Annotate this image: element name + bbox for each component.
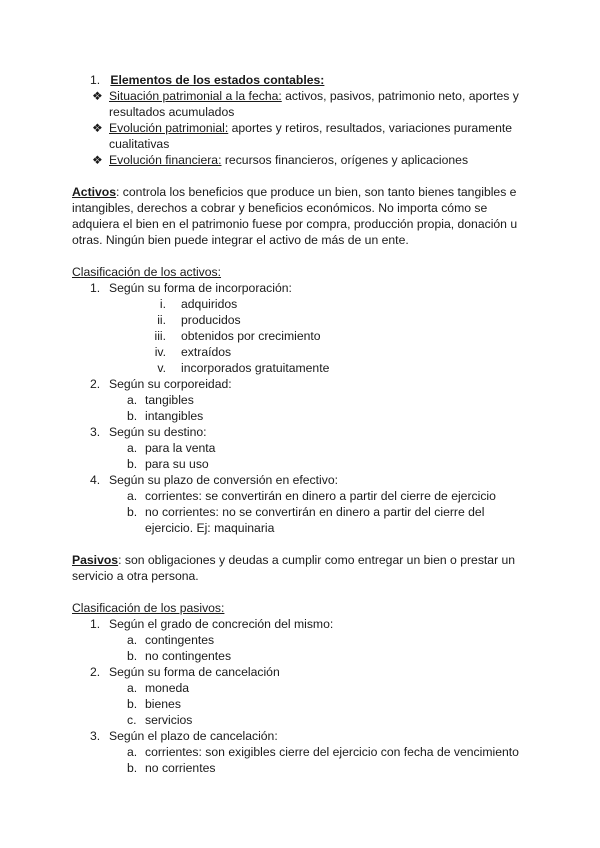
letter-marker: a. (127, 489, 138, 503)
activos-classification-title: Clasificación de los activos: (72, 265, 222, 279)
sub-item: servicios (145, 713, 193, 727)
list-item: Según su plazo de conversión en efectivo: (109, 473, 339, 487)
list-number: 1. (90, 281, 101, 295)
sub-item: no contingentes (145, 649, 232, 663)
letter-marker: b. (127, 761, 138, 775)
activos-paragraph-line (72, 184, 516, 200)
bullet-continuation: resultados acumulados (109, 105, 235, 119)
list-number: 3. (90, 425, 101, 439)
list-item: Según su destino: (109, 425, 207, 439)
letter-marker: b. (127, 457, 138, 471)
roman-marker: v. (157, 361, 166, 375)
letter-marker: b. (127, 409, 138, 423)
bullet-text: recursos financieros, orígenes y aplicaciones (221, 153, 469, 167)
roman-marker: ii. (157, 313, 166, 327)
diamond-bullet-icon: ❖ (92, 121, 103, 135)
list-item: Según el grado de concreción del mismo: (109, 617, 334, 631)
sub-item: no corrientes: no se convertirán en dinero a partir del cierre del (145, 505, 485, 519)
section-1-number: 1. (90, 73, 101, 87)
pasivos-paragraph-line (72, 552, 515, 568)
letter-marker: a. (127, 681, 138, 695)
diamond-bullet-icon: ❖ (92, 89, 103, 103)
bullet-label: Situación patrimonial a la fecha: (109, 89, 282, 103)
pasivos-paragraph-line: servicio a otra persona. (72, 569, 199, 583)
list-item: Según el plazo de cancelación: (109, 729, 278, 743)
bullet-item (109, 88, 519, 104)
sub-item: adquiridos (181, 297, 238, 311)
sub-item: no corrientes (145, 761, 216, 775)
letter-marker: b. (127, 697, 138, 711)
list-item: Según su forma de cancelación (109, 665, 280, 679)
sub-item: bienes (145, 697, 181, 711)
letter-marker: a. (127, 633, 138, 647)
pasivos-term: Pasivos (72, 553, 119, 567)
sub-item: contingentes (145, 633, 215, 647)
sub-item: producidos (181, 313, 241, 327)
bullet-text: aportes y retiros, resultados, variaciones puramente (228, 121, 513, 135)
pasivos-text: : son obligaciones y deudas a cumplir como entregar un bien o prestar un (118, 553, 516, 567)
sub-item: tangibles (145, 393, 194, 407)
roman-marker: iv. (154, 345, 166, 359)
sub-item: corrientes: se convertirán en dinero a partir del cierre de ejercicio (145, 489, 496, 503)
activos-paragraph-line: adquiera el bien en el patrimonio fuese por compra, producción propia, donación u (72, 217, 518, 231)
roman-marker: i. (159, 297, 166, 311)
activos-paragraph-line: intangibles, derechos a cobrar y beneficios económicos. No importa cómo se (72, 201, 488, 215)
activos-term: Activos (72, 185, 117, 199)
letter-marker: b. (127, 649, 138, 663)
letter-marker: b. (127, 505, 138, 519)
sub-item: para la venta (145, 441, 216, 455)
sub-item: intangibles (145, 409, 204, 423)
letter-marker: a. (127, 745, 138, 759)
roman-marker: iii. (154, 329, 166, 343)
sub-item: obtenidos por crecimiento (181, 329, 321, 343)
activos-text: : controla los beneficios que produce un bien, son tanto bienes tangibles e (116, 185, 517, 199)
sub-item: extraídos (181, 345, 232, 359)
sub-item-continuation: ejercicio. Ej: maquinaria (145, 521, 275, 535)
diamond-bullet-icon: ❖ (92, 153, 103, 167)
bullet-item (109, 152, 468, 168)
sub-item: incorporados gratuitamente (181, 361, 330, 375)
activos-paragraph-line: otras. Ningún bien puede integrar el activo de más de un ente. (72, 233, 409, 247)
bullet-label: Evolución patrimonial: (109, 121, 229, 135)
pasivos-classification-title: Clasificación de los pasivos: (72, 601, 225, 615)
list-number: 2. (90, 665, 101, 679)
bullet-text: activos, pasivos, patrimonio neto, aportes y (281, 89, 519, 103)
bullet-label: Evolución financiera: (109, 153, 222, 167)
letter-marker: a. (127, 441, 138, 455)
list-item: Según su forma de incorporación: (109, 281, 292, 295)
section-1-title: Elementos de los estados contables: (110, 73, 325, 87)
sub-item: moneda (145, 681, 190, 695)
list-number: 1. (90, 617, 101, 631)
list-number: 3. (90, 729, 101, 743)
list-item: Según su corporeidad: (109, 377, 232, 391)
sub-item: corrientes: son exigibles cierre del ejercicio con fecha de vencimiento (145, 745, 519, 759)
section-1-heading (90, 72, 324, 88)
letter-marker: a. (127, 393, 138, 407)
list-number: 4. (90, 473, 101, 487)
bullet-item (109, 120, 512, 136)
list-number: 2. (90, 377, 101, 391)
sub-item: para su uso (145, 457, 209, 471)
letter-marker: c. (127, 713, 137, 727)
bullet-continuation: cualitativas (109, 137, 170, 151)
